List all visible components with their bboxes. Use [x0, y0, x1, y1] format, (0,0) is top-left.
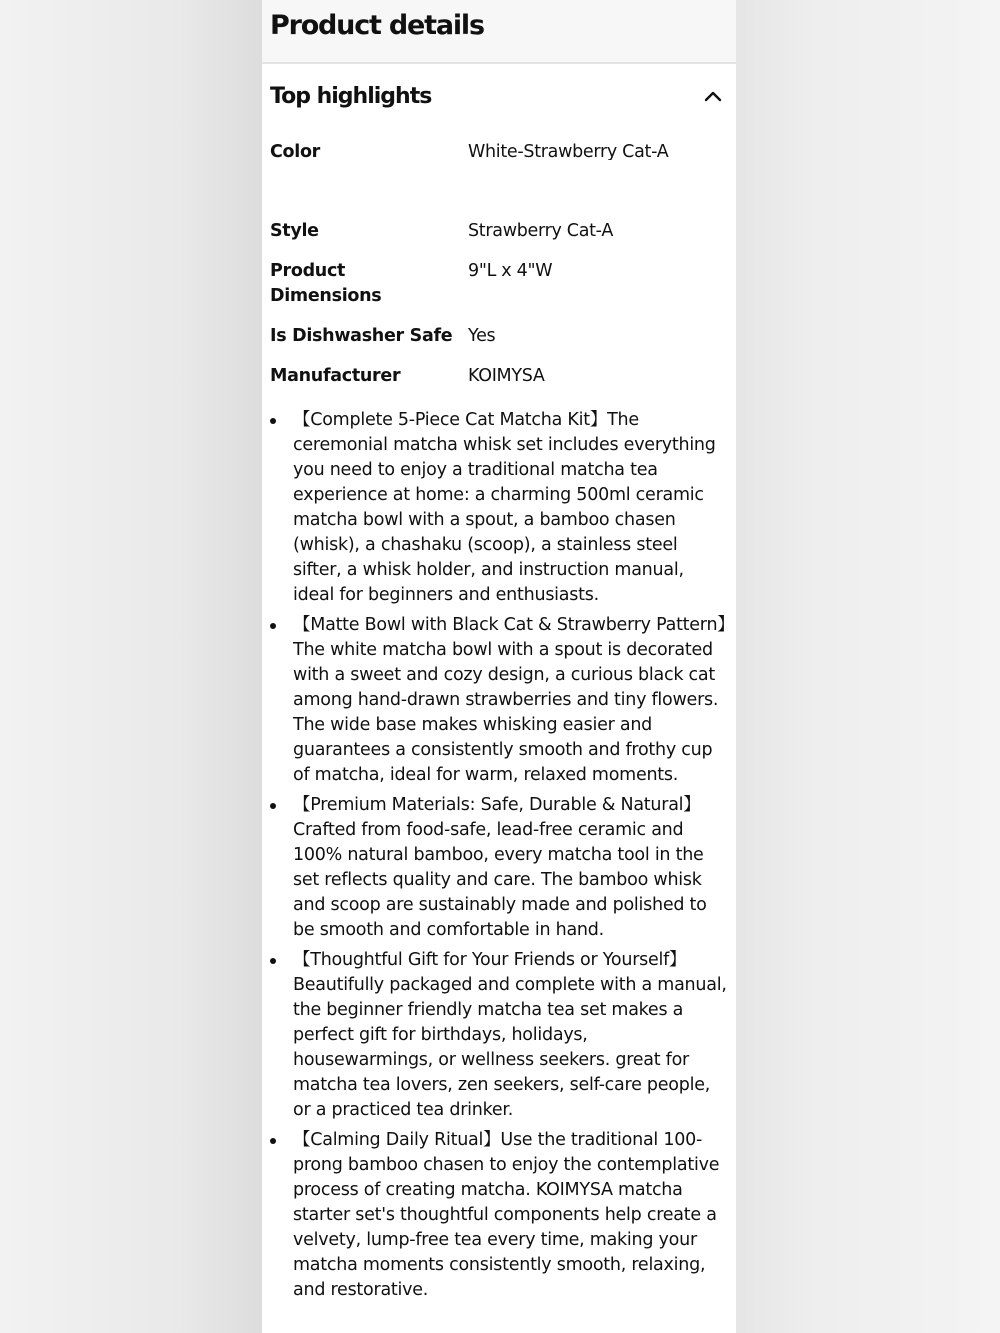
bullet-text: 【Matte Bowl with Black Cat & Strawberry Pattern】The white matcha bowl with a spout is decorated with a sweet and cozy design, a curious black cat among hand-drawn strawberries and tiny flowers. The wide base makes whisking easier and guarantees a consistently smooth and frothy cup of matcha, ideal for warm, relaxed moments. [293, 615, 726, 785]
top-highlights-toggle[interactable] [262, 64, 736, 134]
feature-bullets [262, 408, 736, 1308]
bullet-dot [270, 1138, 276, 1144]
bullet-dot [270, 958, 276, 964]
spec-label: Manufacturer [270, 366, 401, 386]
chevron-up-icon[interactable] [704, 89, 722, 103]
bullet-text: 【Premium Materials: Safe, Durable & Natural】Crafted from food-safe, lead-free ceramic and 100% natural bamboo, every matcha tool in the set reflects quality and care. The bamboo whisk and scoop are sustainably made and polished to be smooth and comfortable in hand. [293, 795, 707, 940]
list-item [262, 1128, 736, 1303]
section-title: Top highlights [270, 84, 432, 109]
list-item [262, 613, 736, 788]
page-title: Product details [270, 10, 484, 41]
spec-label: Is Dishwasher Safe [270, 326, 453, 346]
spec-label: Color [270, 142, 321, 160]
bullet-dot [270, 418, 276, 424]
spec-value: Strawberry Cat-A [468, 221, 613, 241]
bullet-text: 【Complete 5-Piece Cat Matcha Kit】The ceremonial matcha whisk set includes everything you need to enjoy a traditional matcha tea experience at home: a charming 500ml ceramic matcha bowl with a spout, a bamboo chasen (whisk), a chashaku (scoop), a stainless steel sifter, a whisk holder, and instruction manual, ideal for beginners and enthusiasts. [293, 410, 716, 605]
spec-value: KOIMYSA [468, 366, 545, 386]
product-details-panel [262, 0, 736, 1333]
spec-label: Product Dimensions [270, 261, 382, 306]
spec-value: 9"L x 4"W [468, 261, 553, 281]
bullet-text: 【Calming Daily Ritual】Use the traditional 100-prong bamboo chasen to enjoy the contemplative process of creating matcha. KOIMYSA matcha starter set's thoughtful components help create a velvety, lump-free tea every time, making your matcha moments consistently smooth, relaxing, and restorative. [293, 1130, 720, 1300]
spec-label: Style [270, 221, 319, 241]
list-item [262, 408, 736, 608]
spec-value: White-Strawberry Cat-A [468, 142, 669, 160]
list-item [262, 948, 736, 1123]
spec-row-color [262, 140, 736, 160]
bullet-text: 【Thoughtful Gift for Your Friends or Yourself】Beautifully packaged and complete with a manual, the beginner friendly matcha tea set makes a perfect gift for birthdays, holidays, housewarmings, or wellness seekers. great for matcha tea lovers, zen seekers, self-care people, or a practiced tea drinker. [293, 950, 727, 1120]
bullet-dot [270, 623, 276, 629]
spec-value: Yes [468, 326, 496, 346]
page-header [262, 0, 736, 64]
bullet-dot [270, 803, 276, 809]
list-item [262, 793, 736, 943]
